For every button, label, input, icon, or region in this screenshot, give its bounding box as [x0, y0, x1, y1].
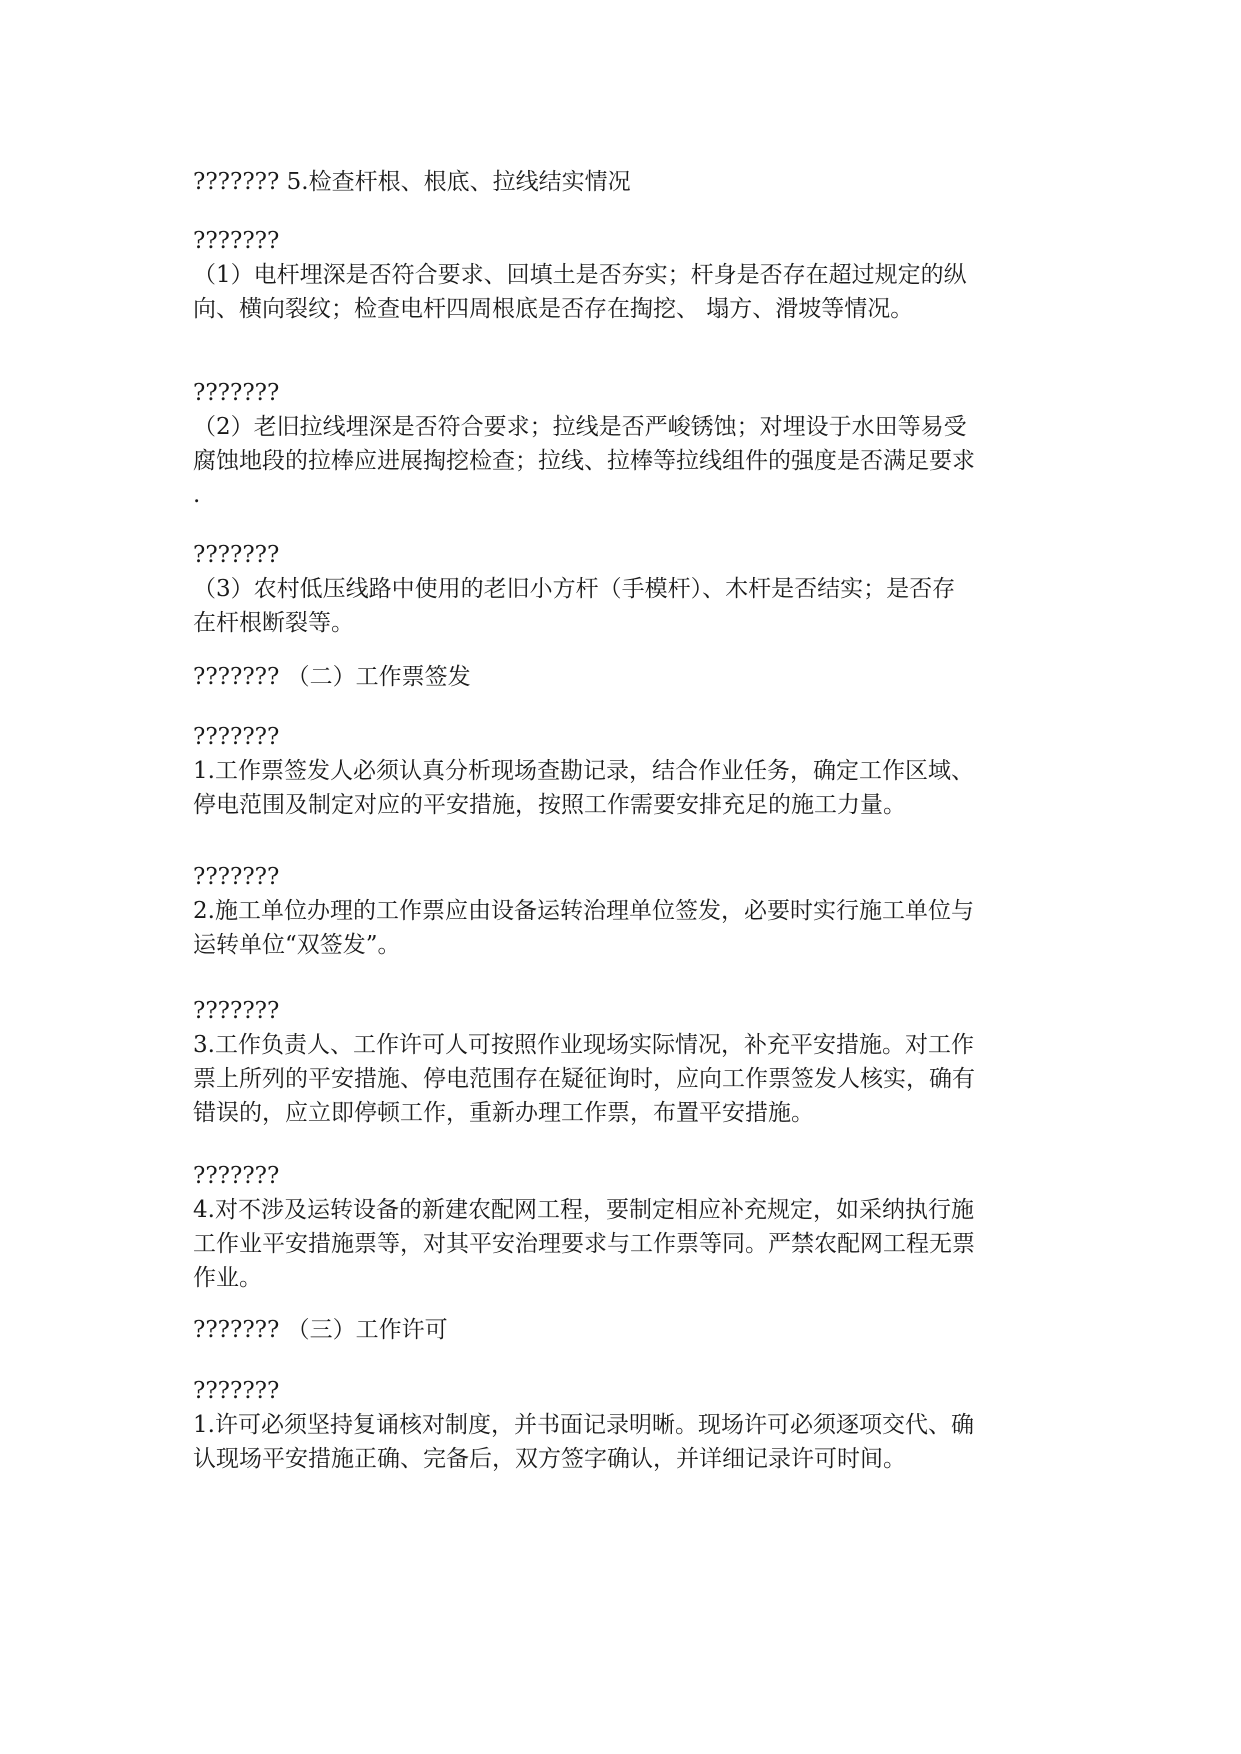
- paragraph-line: 1.许可必须坚持复诵核对制度，并书面记录明晰。现场许可必须逐项交代、确: [193, 1412, 974, 1438]
- paragraph-issue-3: [193, 994, 1053, 1130]
- paragraph-line: 1.工作票签发人必须认真分析现场查勘记录，结合作业任务，确定工作区域、: [193, 758, 974, 784]
- paragraph-line: 3.工作负责人、工作许可人可按照作业现场实际情况，补充平安措施。对工作: [193, 1032, 974, 1058]
- paragraph-line: 票上所列的平安措施、停电范围存在疑征询时，应向工作票签发人核实，确有: [193, 1066, 975, 1092]
- paragraph-line: 认现场平安措施正确、完备后，双方签字确认，并详细记录许可时间。: [193, 1446, 906, 1472]
- paragraph-line: （2）老旧拉线埋深是否符合要求；拉线是否严峻锈蚀；对埋设于水田等易受: [193, 414, 967, 440]
- paragraph-line: 在杆根断裂等。: [193, 610, 354, 636]
- paragraph-text: 5.检查杆根、根底、拉线结实情况: [286, 169, 631, 195]
- placeholder-marker: ???????: [193, 542, 280, 568]
- paragraph-issue-2: [193, 860, 1053, 962]
- paragraph-line: 作业。: [193, 1265, 262, 1291]
- paragraph-item-3: [193, 538, 1053, 640]
- paragraph-line: 运转单位“双签发”。: [193, 932, 401, 958]
- paragraph-item-2: [193, 376, 1053, 512]
- paragraph-issue-4: [193, 1159, 1053, 1295]
- paragraph-5-heading: [193, 165, 1053, 199]
- paragraph-line: 向、横向裂纹；检查电杆四周根底是否存在掏挖、 塌方、滑坡等情况。: [193, 296, 914, 322]
- placeholder-marker: ???????: [193, 1163, 280, 1189]
- paragraph-item-1: [193, 224, 1053, 326]
- placeholder-marker: ???????: [193, 998, 280, 1024]
- paragraph-line: 错误的，应立即停顿工作，重新办理工作票，布置平安措施。: [193, 1100, 814, 1126]
- placeholder-marker: ???????: [193, 169, 287, 195]
- placeholder-marker: ???????: [193, 1378, 280, 1404]
- paragraph-line: 腐蚀地段的拉棒应进展掏挖检查；拉线、拉棒等拉线组件的强度是否满足要求: [193, 448, 975, 474]
- placeholder-marker: ???????: [193, 664, 287, 690]
- section-heading-3: [193, 1313, 1053, 1347]
- paragraph-line: 4.对不涉及运转设备的新建农配网工程，要制定相应补充规定，如采纳执行施: [193, 1197, 974, 1223]
- paragraph-line: 工作业平安措施票等，对其平安治理要求与工作票等同。严禁农配网工程无票: [193, 1231, 975, 1257]
- section-title: （二）工作票签发: [286, 664, 471, 690]
- placeholder-marker: ???????: [193, 724, 280, 750]
- placeholder-marker: ???????: [193, 1317, 287, 1343]
- section-heading-2: [193, 660, 1053, 694]
- placeholder-marker: ???????: [193, 864, 280, 890]
- paragraph-line: .: [193, 482, 201, 508]
- paragraph-permit-1: [193, 1374, 1053, 1476]
- paragraph-line: （3）农村低压线路中使用的老旧小方杆（手模杆）、木杆是否结实；是否存: [193, 576, 956, 602]
- paragraph-issue-1: [193, 720, 1053, 822]
- paragraph-line: 停电范围及制定对应的平安措施，按照工作需要安排充足的施工力量。: [193, 792, 906, 818]
- section-title: （三）工作许可: [286, 1317, 448, 1343]
- paragraph-line: 2.施工单位办理的工作票应由设备运转治理单位签发，必要时实行施工单位与: [193, 898, 974, 924]
- paragraph-line: （1）电杆埋深是否符合要求、回填土是否夯实；杆身是否存在超过规定的纵: [193, 262, 967, 288]
- placeholder-marker: ???????: [193, 380, 280, 406]
- placeholder-marker: ???????: [193, 228, 280, 254]
